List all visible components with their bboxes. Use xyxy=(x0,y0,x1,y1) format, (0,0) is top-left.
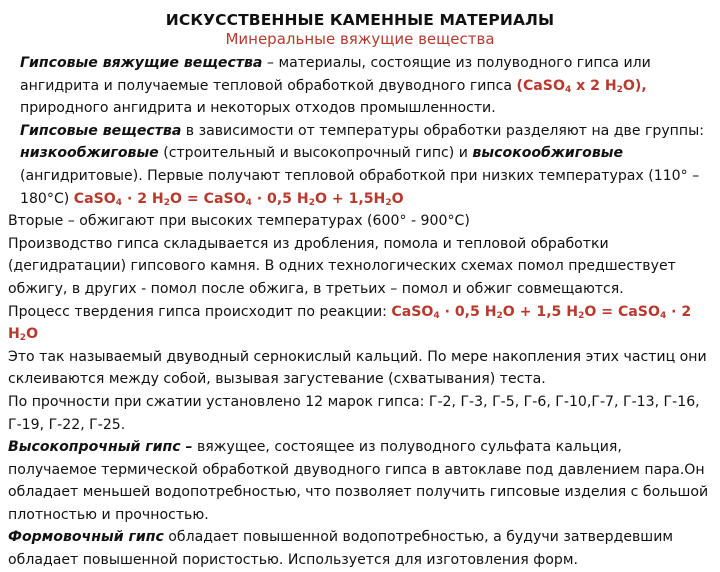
paragraph-grades: По прочности при сжатии установлено 12 марок гипса: Г-2, Г-3, Г-5, Г-6, Г-10,Г-7, Г-13, Г-16, Г-19, Г-22, Г-25. xyxy=(8,393,700,433)
paragraph-production: Производство гипса складывается из дробления, помола и тепловой обработки (дегидратации) гипсового камня. В одних технологических схемах помол предшествует обжигу, в других - помол после обжига, в третьих – помол и обжиг совмещаются. xyxy=(8,235,676,297)
paragraph-dihydrate-calcium: Это так называемый двуводный сернокислый кальций. По мере накопления этих частиц они склеиваются между собой, вызывая загустевание (схватывания) теста. xyxy=(8,348,707,388)
paragraph-molding-gypsum: Формовочный гипс обладает повышенной водопотребностью, а будучи затвердевшим обладает повышенной пористостью. Используется для изготовления форм. xyxy=(8,529,673,569)
term-high-strength-gypsum: Высокопрочный гипс – xyxy=(8,439,193,456)
term-gypsum-substances: Гипсовые вещества xyxy=(20,122,182,139)
page-subtitle: Минеральные вяжущие вещества xyxy=(225,30,495,48)
paragraph-high-temperature: Вторые – обжигают при высоких температурах (600° - 900°C) xyxy=(8,213,470,230)
slide-body xyxy=(8,52,712,572)
term-high-fired: высокообжиговые xyxy=(472,145,624,162)
paragraph-gypsum-groups: Гипсовые вещества в зависимости от температуры обработки разделяют на две группы: низкообжиговые (строительный и высокопрочный гипс) и высокообжиговые (ангидритовые). Первые получают тепловой обработкой при низких температурах (110° – 180°C) CaSO$_4$ · 2 $H_2O$ = CaSO$_4$ · 0,5 $H_2O + 1,5H_2O$ xyxy=(20,122,704,208)
term-molding-gypsum: Формовочный гипс xyxy=(8,529,164,546)
term-gypsum-binders: Гипсовые вяжущие вещества xyxy=(20,55,263,71)
page-title: ИСКУССТВЕННЫЕ КАМЕННЫЕ МАТЕРИАЛЫ xyxy=(165,11,555,29)
paragraph-high-strength-gypsum: Высокопрочный гипс – вяжущее, состоящее из полуводного сульфата кальция, получаемое термической обработкой двуводного гипса в автоклаве под давлением пара.Он обладает меньшей водопотребностью, что позволяет получить гипсовые изделия с большой плотностью и прочностью. xyxy=(8,439,709,523)
formula-hardening: CaSO$_4$ · 0,5 $H_2O + 1,5$ $H_2O$ = CaSO$_4$ · 2 $H_2O$ xyxy=(8,303,692,344)
paragraph-gypsum-binders: Гипсовые вяжущие вещества – материалы, состоящие из полуводного гипса или ангидрита и получаемые тепловой обработкой двуводного гипса (CaSO$_4$ x 2 $H_2O$), природного ангидрита и некоторых отходов промышленности. xyxy=(20,55,651,117)
paragraph-hardening: Процесс твердения гипса происходит по реакции: CaSO$_4$ · 0,5 $H_2O + 1,5$ $H_2O$ = CaSO$_4$ · 2 $H_2O$ xyxy=(8,303,692,344)
formula-dehydration: CaSO$_4$ · 2 $H_2O$ = CaSO$_4$ · 0,5 $H_2O + 1,5H_2O$ xyxy=(73,190,404,208)
formula-dihydrate: (CaSO$_4$ x 2 $H_2O$), xyxy=(516,77,647,95)
term-low-fired: низкообжиговые xyxy=(20,145,159,162)
